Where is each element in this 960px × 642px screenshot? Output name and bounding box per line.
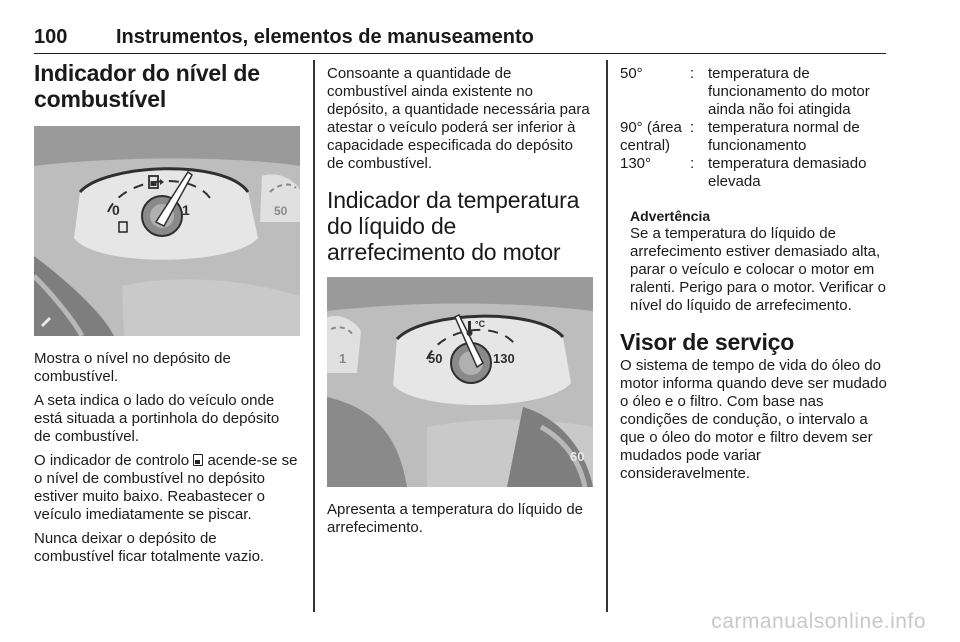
temp-gauge-figure (327, 277, 593, 487)
legend-row (620, 155, 888, 191)
fuel-gauge-illustration (34, 126, 300, 336)
page-number: 100 (34, 26, 68, 48)
temp-gauge-low-label: 50 (428, 351, 443, 366)
temp-gauge-unit: °C (475, 319, 486, 329)
indicator-text-before: O indicador de controlo (34, 452, 190, 469)
right-gauge-label: 60 (570, 449, 585, 464)
legend-colon: : (690, 119, 695, 136)
temp-caption: Apresenta a temperatura do líquido de arrefecimento. (327, 501, 584, 536)
column-3 (620, 60, 888, 489)
column-divider (313, 60, 315, 612)
service-section-title: Visor de serviço (620, 329, 795, 355)
warning-box (620, 207, 888, 315)
page-header (34, 26, 886, 54)
legend-value: temperatura demasiado elevada (708, 155, 867, 190)
fuel-gauge-figure (34, 126, 300, 336)
fuel-continuation: Consoante a quantidade de combustível ainda existente no depósito, a quantidade necessária para atestar o veículo poderá ser inferior à capacidade especificada do depósito de combustível. (327, 65, 590, 172)
fuel-paragraph-1: Mostra o nível no depósito de combustível. (34, 350, 231, 385)
column-2 (327, 60, 593, 543)
legend-value: temperatura normal de funcionamento (708, 119, 860, 154)
fuel-pump-icon (193, 454, 203, 466)
service-text: O sistema de tempo de vida do óleo do motor informa quando deve ser mudado o óleo e o filtro. Com base nas condições de condução, o intervalo a que o óleo do motor e filtro devem ser mudados pode variar consideravelmente. (620, 357, 887, 482)
column-1 (34, 60, 300, 572)
fuel-section-title: Indicador do nível de combustível (34, 60, 260, 112)
legend-colon: : (690, 65, 695, 82)
warning-title: Advertência (630, 208, 711, 224)
adjacent-gauge-label: 50 (274, 204, 288, 218)
left-gauge-label: 1 (339, 351, 347, 366)
warning-text: Se a temperatura do líquido de arrefecimento estiver demasiado alta, parar o veículo e colocar o motor em ralenti. Perigo para o motor. Verificar o nível do líquido de arrefecimento. (630, 225, 886, 314)
column-divider (606, 60, 608, 612)
temp-section-title: Indicador da temperatura do líquido de arrefecimento do motor (327, 187, 580, 265)
legend-colon: : (690, 155, 695, 172)
fuel-paragraph-2: A seta indica o lado do veículo onde está situada a portinhola do depósito de combustível. (34, 392, 280, 445)
fuel-indicator-paragraph (34, 452, 300, 524)
fuel-gauge-full-label: 1 (182, 202, 190, 218)
temp-gauge-high-label: 130 (493, 351, 515, 366)
legend-value: temperatura de funcionamento do motor ainda não foi atingida (708, 65, 870, 118)
indicator-text-after: acende-se se o nível de combustível no depósito estiver muito baixo. Reabastecer o veículo imediatamente se piscar. (34, 452, 298, 523)
legend-key: 50° (620, 65, 643, 82)
legend-row (620, 65, 888, 119)
legend-row (620, 119, 888, 155)
running-title: Instrumentos, elementos de manuseamento (116, 26, 534, 48)
temp-gauge-illustration (327, 277, 593, 487)
watermark: carmanualsonline.info (711, 610, 926, 633)
fuel-gauge-empty-label: 0 (112, 202, 120, 218)
fuel-paragraph-4: Nunca deixar o depósito de combustível ficar totalmente vazio. (34, 530, 265, 565)
legend-key: 90° (área central) (620, 119, 682, 154)
legend-key: 130° (620, 155, 652, 172)
temp-legend (620, 65, 888, 191)
